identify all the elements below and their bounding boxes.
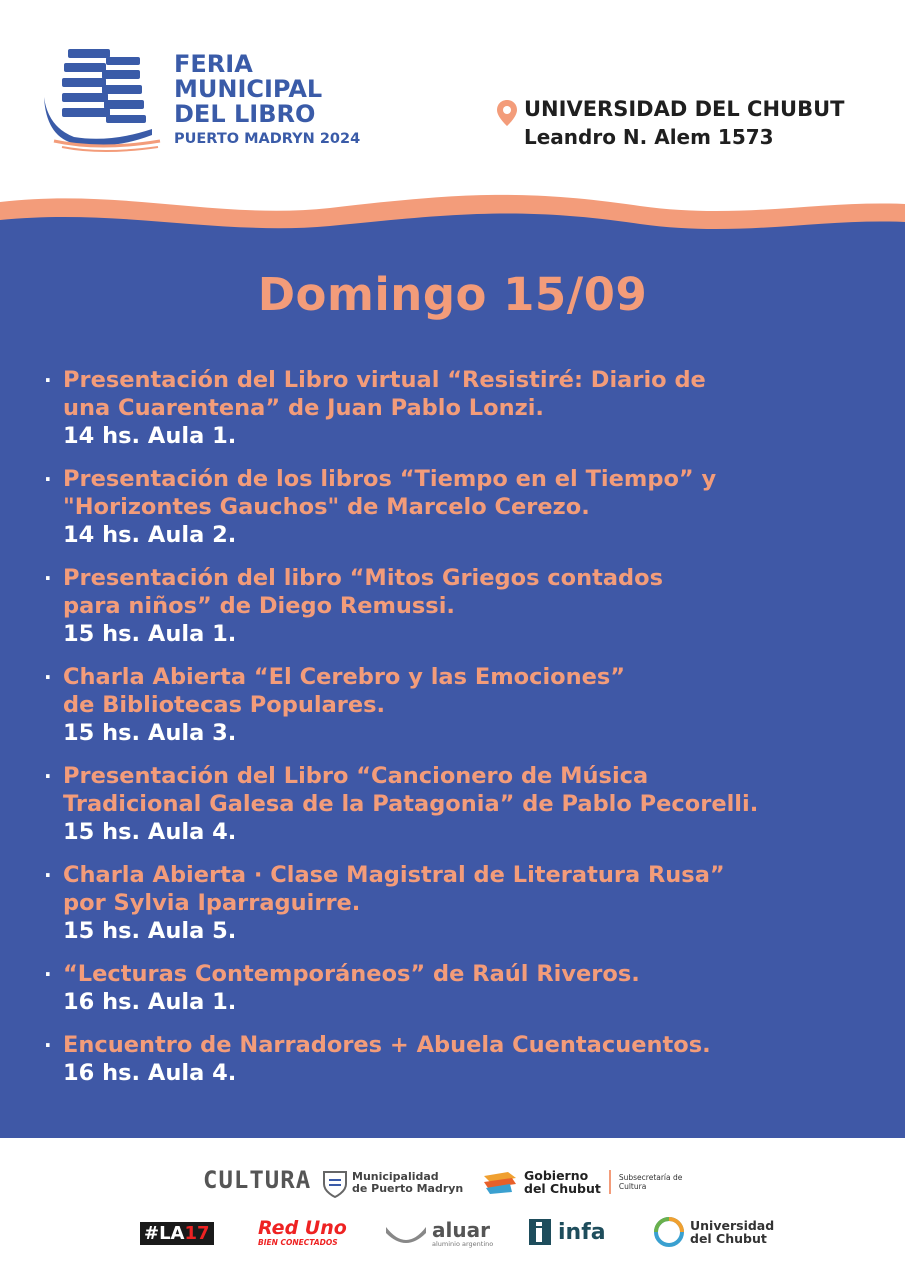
event-item <box>44 1031 894 1087</box>
infa-logo <box>528 1218 606 1246</box>
bullet-icon: · <box>44 368 52 392</box>
event-time: 15 hs. Aula 3. <box>63 720 237 746</box>
aluar-tagline: aluminio argentino <box>432 1240 494 1248</box>
sponsors-footer <box>0 1138 905 1280</box>
event-title: Presentación del Libro “Cancionero de Música Tradicional Galesa de la Patagonia” de Pablo Pecorelli. <box>63 763 759 817</box>
red-uno-name: Red Uno <box>258 1217 347 1239</box>
event-time: 14 hs. Aula 2. <box>63 522 237 548</box>
bullet-icon: · <box>44 863 52 887</box>
gobierno-chubut-logo <box>482 1168 682 1196</box>
infa-mark-icon <box>528 1218 552 1246</box>
la17-logo <box>140 1222 214 1245</box>
event-title: Charla Abierta “El Cerebro y las Emociones” de Bibliotecas Populares. <box>63 664 626 718</box>
fair-subtitle: PUERTO MADRYN 2024 <box>174 131 361 147</box>
cultura-logo: CULTURA <box>203 1166 312 1194</box>
event-time: 15 hs. Aula 1. <box>63 621 237 647</box>
muni-line-1: Municipalidad <box>352 1170 439 1183</box>
bullet-icon: · <box>44 467 52 491</box>
bullet-icon: · <box>44 764 52 788</box>
bullet-icon: · <box>44 665 52 689</box>
la17-prefix: #LA <box>144 1223 185 1244</box>
gob-line-1: Gobierno <box>524 1168 589 1183</box>
event-title: Presentación de los libros “Tiempo en el Tiempo” y "Horizontes Gauchos" de Marcelo Cerezo. <box>63 466 717 520</box>
bullet-icon: · <box>44 566 52 590</box>
event-title: Encuentro de Narradores + Abuela Cuentacuentos. <box>63 1032 711 1058</box>
la17-number: 17 <box>184 1223 210 1244</box>
event-list <box>44 366 894 1102</box>
ship-logo-icon <box>40 45 165 155</box>
aluar-name: aluar <box>432 1218 490 1242</box>
event-item <box>44 465 894 549</box>
muni-line-2: de Puerto Madryn <box>352 1182 464 1195</box>
event-item <box>44 663 894 747</box>
event-time: 14 hs. Aula 1. <box>63 423 237 449</box>
event-item <box>44 762 894 846</box>
header <box>0 0 905 200</box>
municipalidad-logo <box>322 1168 463 1198</box>
event-time: 15 hs. Aula 5. <box>63 918 237 944</box>
event-item <box>44 564 894 648</box>
infa-name: infa <box>558 1219 606 1245</box>
location-pin-icon <box>496 99 518 127</box>
unichu-line-1: Universidad <box>690 1218 775 1233</box>
fair-title-line-1: FERIA <box>174 50 253 78</box>
event-title: “Lecturas Contemporáneos” de Raúl Riveros. <box>63 961 640 987</box>
red-uno-tagline: BIEN CONECTADOS <box>258 1238 338 1247</box>
day-title: Domingo 15/09 <box>257 268 648 321</box>
location-name: UNIVERSIDAD DEL CHUBUT <box>524 97 845 121</box>
event-item <box>44 960 894 1016</box>
university-ring-icon <box>653 1216 685 1248</box>
divider <box>609 1170 611 1194</box>
unichu-line-2: del Chubut <box>690 1231 767 1246</box>
event-item <box>44 366 894 450</box>
gob-sub-line-2: Cultura <box>618 1182 647 1191</box>
event-title: Presentación del libro “Mitos Griegos contados para niños” de Diego Remussi. <box>63 565 664 619</box>
aluar-wave-icon <box>384 1223 428 1245</box>
fair-title-line-2: MUNICIPAL <box>174 75 323 103</box>
shield-icon <box>322 1168 348 1198</box>
chubut-flag-icon <box>482 1168 518 1196</box>
bullet-icon: · <box>44 962 52 986</box>
fair-title-line-3: DEL LIBRO <box>174 100 316 128</box>
event-time: 16 hs. Aula 1. <box>63 989 237 1015</box>
universidad-chubut-logo <box>653 1216 774 1248</box>
fair-title <box>174 52 322 127</box>
event-item <box>44 861 894 945</box>
gob-line-2: del Chubut <box>524 1181 601 1196</box>
aluar-logo <box>384 1220 493 1248</box>
gob-sub-line-1: Subsecretaría de <box>618 1173 683 1182</box>
location-address: Leandro N. Alem 1573 <box>524 125 774 149</box>
event-time: 15 hs. Aula 4. <box>63 819 237 845</box>
red-uno-logo <box>258 1218 347 1247</box>
bullet-icon: · <box>44 1033 52 1057</box>
event-time: 16 hs. Aula 4. <box>63 1060 237 1086</box>
event-title: Charla Abierta · Clase Magistral de Literatura Rusa” por Sylvia Iparraguirre. <box>63 862 725 916</box>
event-title: Presentación del Libro virtual “Resistiré: Diario de una Cuarentena” de Juan Pablo Lonzi. <box>63 367 706 421</box>
